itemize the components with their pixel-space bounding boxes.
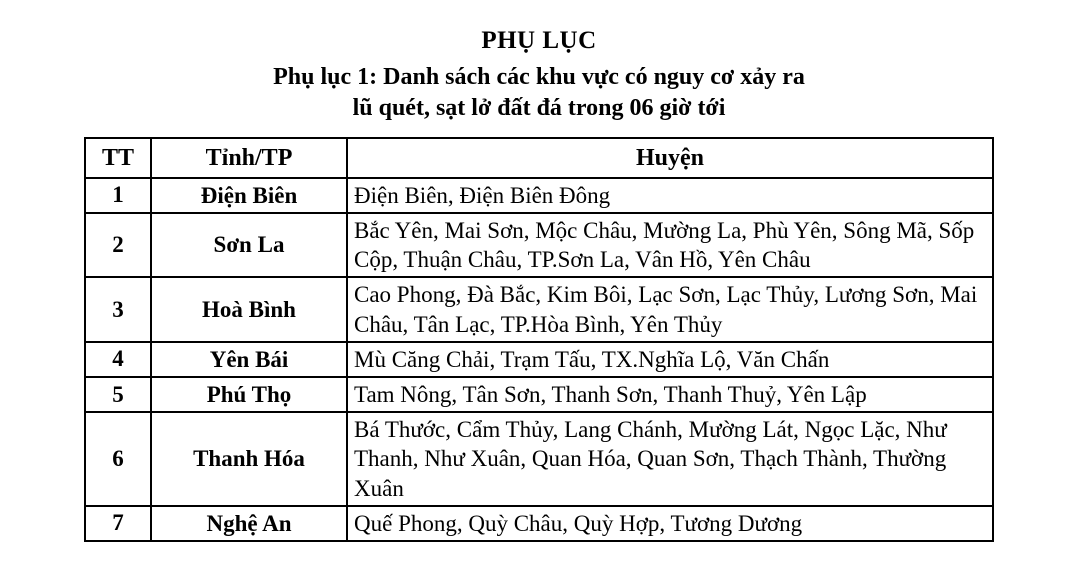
cell-province: Yên Bái — [151, 342, 347, 377]
column-header-province: Tỉnh/TP — [151, 138, 347, 178]
cell-province: Nghệ An — [151, 506, 347, 541]
cell-province: Sơn La — [151, 213, 347, 277]
cell-tt: 5 — [85, 377, 151, 412]
cell-district: Bá Thước, Cẩm Thủy, Lang Chánh, Mường Lát, Ngọc Lặc, Như Thanh, Như Xuân, Quan Hóa, Quan Sơn, Thạch Thành, Thường Xuân — [347, 412, 993, 506]
table-header-row — [85, 138, 993, 178]
cell-province: Điện Biên — [151, 178, 347, 213]
cell-district: Quế Phong, Quỳ Châu, Quỳ Hợp, Tương Dương — [347, 506, 993, 541]
cell-tt: 6 — [85, 412, 151, 506]
cell-district: Mù Căng Chải, Trạm Tấu, TX.Nghĩa Lộ, Văn Chấn — [347, 342, 993, 377]
cell-tt: 4 — [85, 342, 151, 377]
table-row — [85, 377, 993, 412]
cell-tt: 2 — [85, 213, 151, 277]
cell-tt: 7 — [85, 506, 151, 541]
table-row — [85, 412, 993, 506]
table-row — [85, 342, 993, 377]
title-block — [0, 0, 1078, 125]
risk-areas-table — [84, 137, 994, 542]
page-title: PHỤ LỤC — [481, 27, 597, 54]
page-subtitle-line-1: Phụ lục 1: Danh sách các khu vực có nguy cơ xảy ra — [273, 63, 805, 90]
cell-district: Điện Biên, Điện Biên Đông — [347, 178, 993, 213]
cell-district: Cao Phong, Đà Bắc, Kim Bôi, Lạc Sơn, Lạc Thủy, Lương Sơn, Mai Châu, Tân Lạc, TP.Hòa Bình, Yên Thủy — [347, 277, 993, 341]
cell-province: Hoà Bình — [151, 277, 347, 341]
cell-district: Bắc Yên, Mai Sơn, Mộc Châu, Mường La, Phù Yên, Sông Mã, Sốp Cộp, Thuận Châu, TP.Sơn La, Vân Hồ, Yên Châu — [347, 213, 993, 277]
table-row — [85, 178, 993, 213]
cell-province: Thanh Hóa — [151, 412, 347, 506]
cell-province: Phú Thọ — [151, 377, 347, 412]
cell-tt: 3 — [85, 277, 151, 341]
table-row — [85, 277, 993, 341]
cell-district: Tam Nông, Tân Sơn, Thanh Sơn, Thanh Thuỷ, Yên Lập — [347, 377, 993, 412]
column-header-district: Huyện — [347, 138, 993, 178]
cell-tt: 1 — [85, 178, 151, 213]
column-header-tt: TT — [85, 138, 151, 178]
table-body — [85, 178, 993, 541]
table-row — [85, 506, 993, 541]
table-header — [85, 138, 993, 178]
table-row — [85, 213, 993, 277]
page-subtitle-line-2: lũ quét, sạt lở đất đá trong 06 giờ tới — [352, 95, 726, 122]
